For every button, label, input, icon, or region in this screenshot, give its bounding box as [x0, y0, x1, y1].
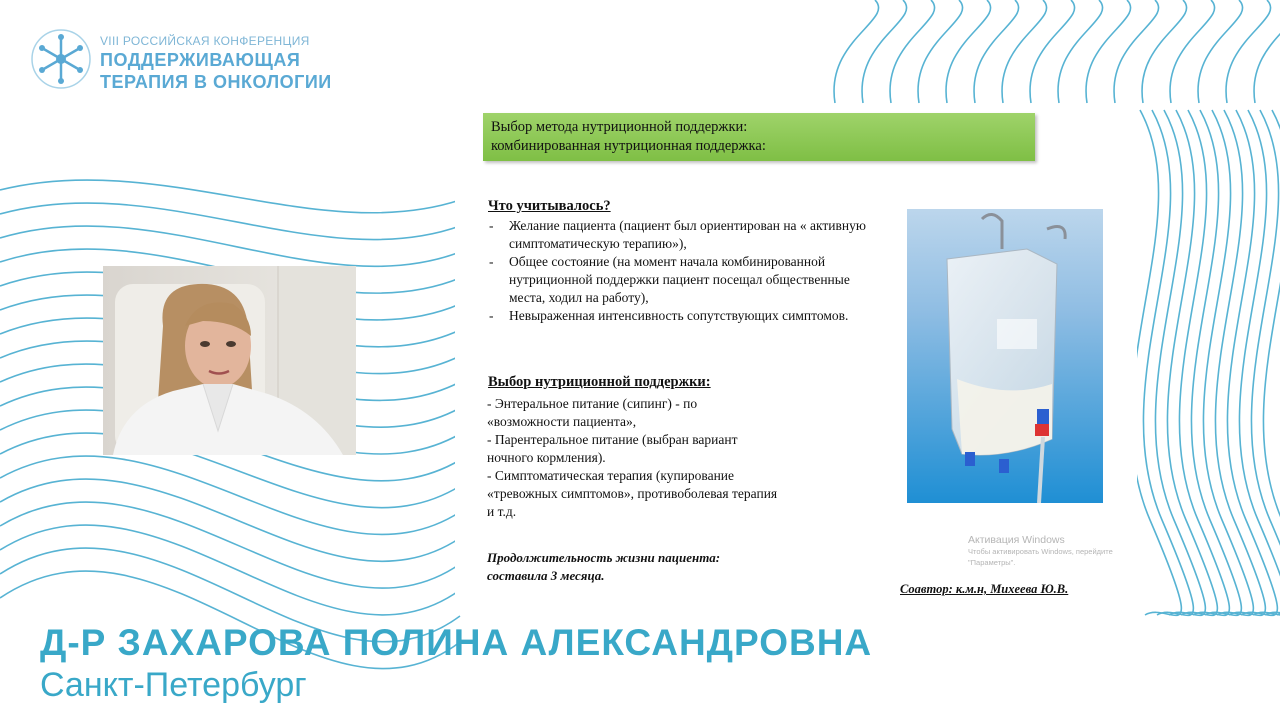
wave-line [1030, 0, 1075, 103]
wave-line [1226, 0, 1271, 103]
wave-line [1191, 110, 1241, 615]
wave-line [1170, 0, 1215, 103]
wave-line [918, 0, 963, 103]
wave-line [946, 0, 991, 103]
activation-line1: Чтобы активировать Windows, перейдите [968, 547, 1113, 556]
wave-line [1227, 110, 1277, 615]
wave-line [862, 0, 907, 103]
section1-list [487, 217, 877, 325]
wave-line [1086, 0, 1131, 103]
wave-line [890, 0, 935, 103]
wave-line [1215, 110, 1265, 615]
wave-line [834, 0, 879, 103]
text-line: - Симптоматическая терапия (купирование [487, 468, 735, 483]
wave-line [1155, 110, 1205, 615]
activation-line2: "Параметры". [968, 558, 1016, 567]
section2-text [487, 395, 847, 521]
list-item: - Желание пациента (пациент был ориентирован на « активную симптоматическую терапию»), [487, 217, 877, 253]
wave-line [1058, 0, 1103, 103]
wave-line [1198, 0, 1243, 103]
wave-line [1142, 0, 1187, 103]
text-line: - Парентеральное питание (выбран вариант [487, 432, 738, 447]
conference-title-line1: ПОДДЕРЖИВАЮЩАЯ [100, 50, 301, 70]
conference-title-line2: ТЕРАПИЯ В ОНКОЛОГИИ [100, 72, 332, 92]
speaker-name: Д-Р ЗАХАРОВА ПОЛИНА АЛЕКСАНДРОВНА [40, 622, 873, 663]
speaker-video-feed [103, 266, 356, 455]
wave-line [0, 502, 460, 588]
wave-line [0, 525, 460, 615]
wave-line [0, 203, 460, 240]
text-line: ночного кормления). [487, 450, 606, 465]
section2-heading: Выбор нутриционной поддержки: [488, 374, 711, 390]
wave-line [1239, 110, 1280, 615]
wave-line [1167, 110, 1217, 615]
conclusion-line1: Продолжительность жизни пациента: [487, 550, 721, 565]
snowflake-logo-icon [30, 28, 92, 90]
conference-edition: VIII РОССИЙСКАЯ КОНФЕРЕНЦИЯ [100, 34, 310, 48]
speaker-city: Санкт-Петербург [40, 666, 307, 704]
wave-line [0, 226, 460, 266]
conclusion-line2: составила 3 месяца. [487, 568, 605, 583]
wave-line [1002, 0, 1047, 103]
wave-line [1114, 0, 1159, 103]
text-line: - Энтеральное питание (сипинг) - по [487, 396, 698, 411]
conclusion [487, 549, 720, 585]
wave-line [1143, 110, 1193, 615]
wave-line [0, 180, 460, 213]
section1-heading: Что учитывалось? [488, 198, 611, 214]
list-item: - Невыраженная интенсивность сопутствующих симптомов. [487, 307, 877, 325]
wave-line [1179, 110, 1229, 615]
activation-title: Активация Windows [968, 534, 1065, 546]
wave-line [1203, 110, 1253, 615]
text-line: «возможности пациента», [487, 414, 637, 429]
presentation-slide [455, 105, 1137, 615]
wave-line [974, 0, 1019, 103]
slide-title-line2: комбинированная нутриционная поддержка: [491, 138, 766, 154]
text-line: «тревожных симптомов», противоболевая терапия [487, 486, 778, 501]
slide-title [483, 113, 1035, 161]
list-item: - Общее состояние (на момент начала комбинированной нутриционной поддержки пациент посещал общественные места, ходил на работу), [487, 253, 877, 307]
coauthor-label: Соавтор: к.м.н, Михеева Ю.В. [900, 582, 1069, 596]
windows-activation-watermark [968, 535, 1113, 568]
iv-bag-photo [907, 209, 1103, 503]
slide-title-line1: Выбор метода нутриционной поддержки: [491, 119, 748, 135]
wave-line [1131, 110, 1181, 615]
text-line: и т.д. [487, 504, 517, 519]
